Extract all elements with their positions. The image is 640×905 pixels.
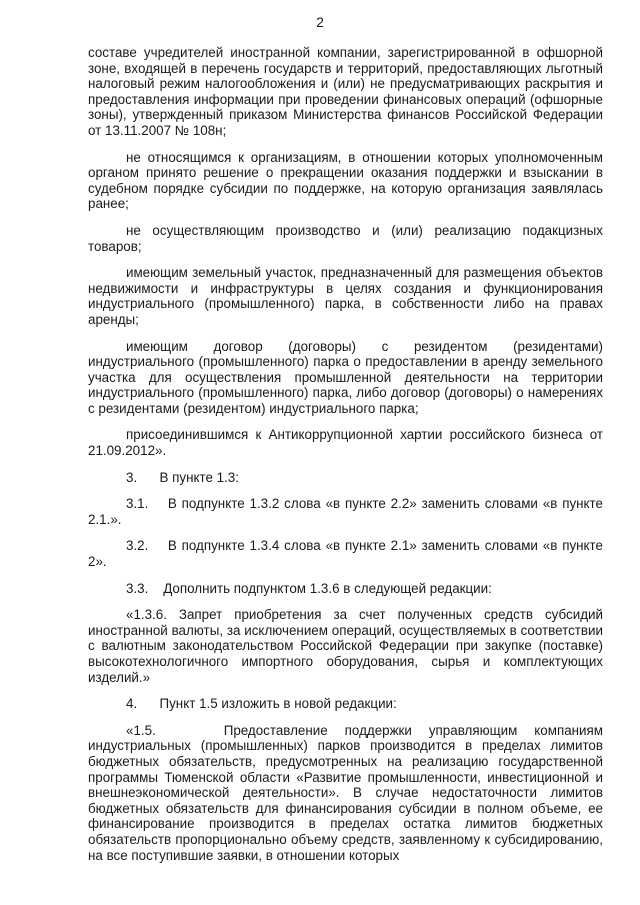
paragraph: «1.3.6. Запрет приобретения за счет полученных средств субсидий иностранной валюты, за исключением операций, осуществляемых в соответствии с валютным законодательством Российской Федерации при закупке (поставке) высокотехнологичного импортного оборудования, сырья и комплектующих изделий.»	[88, 607, 607, 685]
page-number: 2	[316, 14, 324, 30]
paragraph: «1.5. Предоставление поддержки управляющим компаниям индустриальных (промышленных) парков производится в пределах лимитов бюджетных обязательств, предусмотренных на реализацию государственной программы Тюменской области «Развитие промышленности, инвестиционной и внешнеэкономической деятельности». В случае недостаточности лимитов бюджетных обязательств для финансирования субсидии в полном объеме, ее финансирование производится в пределах остатка лимитов бюджетных обязательств пропорционально объему средств, заявленному к субсидированию, на все поступившие заявки, в отношении которых	[88, 722, 607, 863]
paragraph: имеющим земельный участок, предназначенный для размещения объектов недвижимости и инфраструктуры в целях создания и функционирования индустриального (промышленного) парка, в собственности либо на правах аренды;	[88, 265, 607, 327]
paragraph: не относящимся к организациям, в отношении которых уполномоченным органом принято решение о прекращении оказания поддержки и взыскании в судебном порядке субсидии по поддержке, на которую организация заявлялась ранее;	[88, 149, 607, 212]
paragraph: 3.3. Дополнить подпунктом 1.3.6 в следующей редакции:	[126, 580, 492, 596]
paragraph: 3.1. В подпункте 1.3.2 слова «в пункте 2.2» заменить словами «в пункте 2.1.».	[88, 496, 607, 527]
document-body	[88, 45, 607, 874]
paragraph: составе учредителей иностранной компании, зарегистрированной в офшорной зоне, входящей в перечень государств и территорий, предоставляющих льготный налоговый режим налогообложения и (или) не предусматривающих раскрытия и предоставления информации при проведении финансовых операций (офшорные зоны), утвержденный приказом Министерства финансов Российской Федерации от 13.11.2007 № 108н;	[88, 45, 607, 138]
paragraph: 3.2. В подпункте 1.3.4 слова «в пункте 2.1» заменить словами «в пункте 2».	[88, 538, 607, 570]
paragraph: 3. В пункте 1.3:	[126, 469, 239, 485]
paragraph: не осуществляющим производство и (или) реализацию подакцизных товаров;	[88, 222, 607, 254]
paragraph: присоединившимся к Антикоррупционной хартии российского бизнеса от 21.09.2012».	[88, 427, 607, 459]
paragraph: 4. Пункт 1.5 изложить в новой редакции:	[126, 696, 397, 712]
paragraph: имеющим договор (договоры) с резидентом (резидентами) индустриального (промышленного) парка о предоставлении в аренду земельного участка для осуществления промышленной деятельности на территории индустриального (промышленного) парка, либо договор (договоры) о намерениях с резидентами (резидентом) индустриального парка;	[88, 338, 607, 416]
